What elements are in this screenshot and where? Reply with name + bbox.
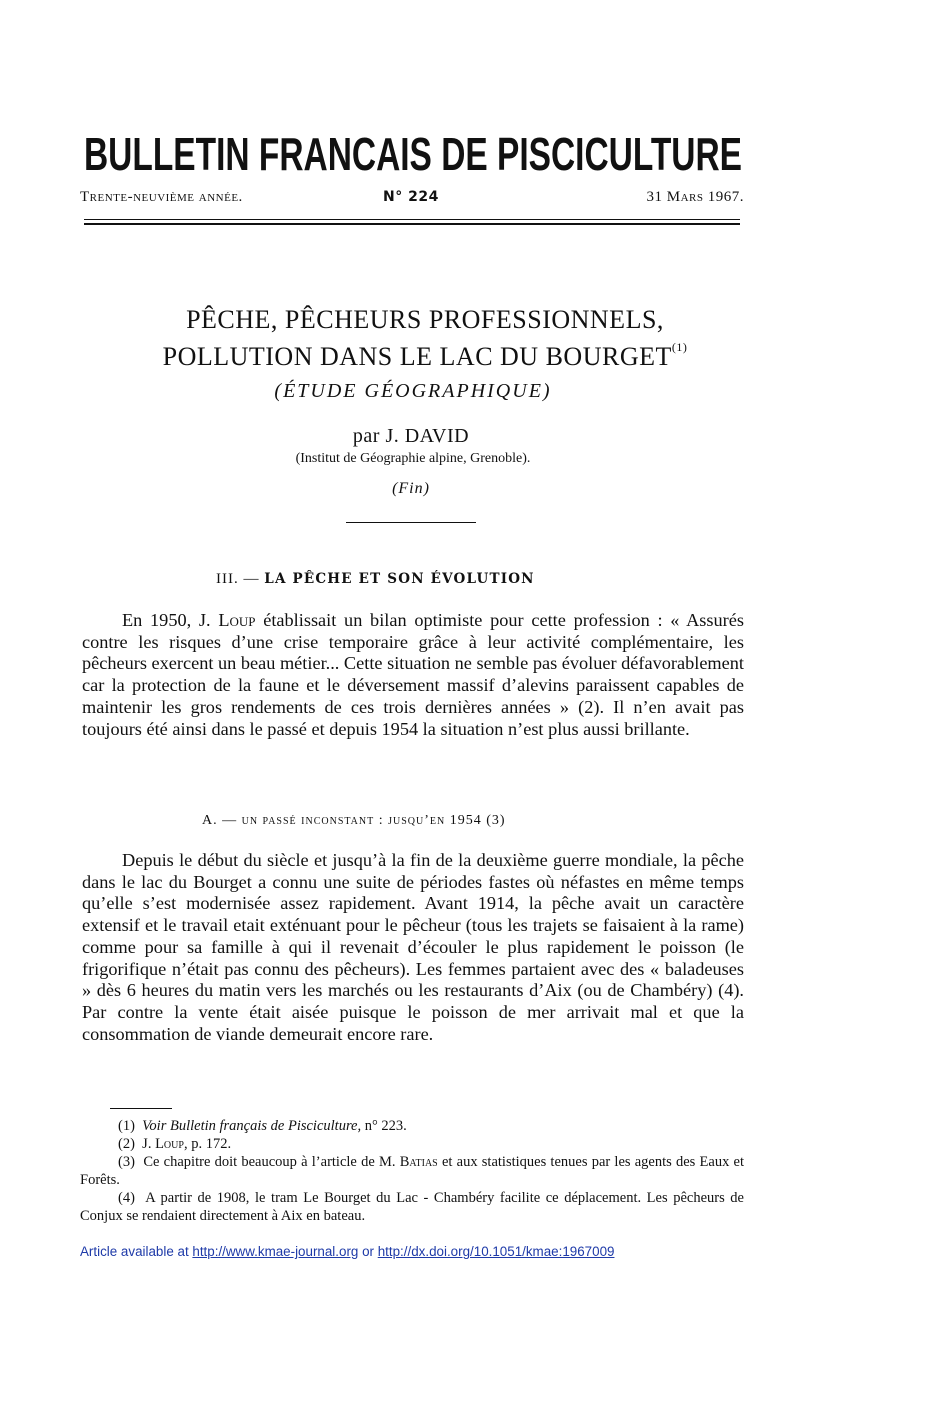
- header-rule-top: [84, 219, 740, 220]
- footnote-2-number: (2): [118, 1136, 135, 1152]
- journal-masthead: [84, 126, 744, 178]
- journal-title: BULLETIN FRANCAIS DE PISCICULTURE: [84, 128, 742, 180]
- availability-prefix: Article available at: [80, 1244, 193, 1259]
- article-title-line-1: PÊCHE, PÊCHEURS PROFESSIONNELS,: [186, 305, 664, 334]
- footnote-1-citation: Voir Bulletin français de Pisciculture,: [142, 1118, 362, 1134]
- footnotes: [80, 1117, 744, 1225]
- footnote-3-number: (3): [118, 1154, 135, 1170]
- paragraph-1-part-1: En 1950, J.: [122, 610, 219, 630]
- author-affiliation: (Institut de Géographie alpine, Grenoble).: [295, 451, 531, 466]
- footnote-2: [80, 1135, 744, 1153]
- article-subtitle: (ÉTUDE GÉOGRAPHIQUE): [274, 380, 552, 402]
- section-title: LA PÊCHE ET SON ÉVOLUTION: [264, 571, 535, 587]
- issue-date-month: Mars: [666, 189, 704, 205]
- footnote-1: [80, 1117, 744, 1135]
- publication-year-label: Trente-neuvième année.: [80, 189, 243, 205]
- footnote-1-number: (1): [118, 1118, 135, 1134]
- section-heading: [216, 571, 535, 588]
- article-byline: par J. DAVID: [352, 425, 470, 447]
- article-title-line-2: [40, 342, 810, 372]
- title-separator-rule: [346, 522, 476, 523]
- footnote-4-text: A partir de 1908, le tram Le Bourget du Lac - Chambéry facilite ce déplacement. Les pêcheurs de Conjux se rendaient directement à Aix en bateau.: [80, 1190, 744, 1224]
- journal-website-link[interactable]: http://www.kmae-journal.org: [192, 1244, 359, 1259]
- issue-date-year: 1967.: [707, 189, 744, 205]
- cited-author-loup: Loup: [218, 610, 256, 630]
- paragraph-2: Depuis le début du siècle et jusqu’à la fin de la deuxième guerre mondiale, la pêche dans le lac du Bourget a connu une suite de périodes fastes où néfastes en même temps qu’elle s’est modernisée assez rapidement. Avant 1914, la pêche avait un caractère extensif et le travail etait exténuant pour le pêcheur (tous les trajets se faisaient à la rame) comme pour sa famille à qui il revenait d’écouler le plus rapidement le poisson (le frigorifique n’était pas connu des pêcheurs). Les femmes partaient avec des « baladeuses » dès 6 heures du matin vers les marchés ou les restaurants d’Aix (ou de Chambéry) (4). Par contre la vente était aisée puisque le poisson de mer arrivait mal et que la consommation de viande demeurait encore rare.: [82, 850, 744, 1044]
- paragraph-1: [82, 610, 744, 740]
- section-number: III. —: [216, 571, 260, 587]
- issue-date-day: 31: [646, 189, 663, 205]
- subsection-heading: [202, 813, 506, 829]
- footnote-3: [80, 1153, 744, 1189]
- footnote-4: [80, 1189, 744, 1225]
- issue-date: [647, 189, 745, 206]
- footnote-3-pre: Ce chapitre doit beaucoup à l’article de M.: [143, 1154, 400, 1170]
- header-rule-bottom: [84, 223, 740, 225]
- paragraph-1-part-2: établissait un bilan optimiste pour cette profession : « Assurés contre les risques d’une crise temporaire grâce à leur activité complémentaire, les pêcheurs exercent un beau métier... Cette situation ne semble pas évoluer défavorablement car la protection de la faune et le déversement massif d’alevins paraissent capables de maintenir les gros rendements de ces trois dernières années » (2). Il n’en avait pas toujours été ainsi dans le passé et depuis 1954 la situation n’est plus aussi brillante.: [82, 610, 744, 739]
- footnote-3-author: Batias: [399, 1154, 438, 1170]
- footnote-separator-rule: [110, 1108, 172, 1109]
- footnote-2-pre: J.: [142, 1136, 156, 1152]
- footnote-4-number: (4): [118, 1190, 135, 1206]
- availability-middle: or: [358, 1244, 378, 1259]
- subsection-label: A. — un passé inconstant : jusqu’en: [202, 813, 446, 828]
- footnote-2-tail: , p. 172.: [183, 1136, 232, 1152]
- issue-meta-row: [80, 189, 744, 209]
- article-availability-line: [80, 1244, 614, 1259]
- subsection-label-tail: 1954 (3): [445, 813, 506, 828]
- footnote-2-author: Loup: [155, 1136, 184, 1152]
- footnote-1-tail: n° 223.: [361, 1118, 407, 1134]
- title-note-ref: (1): [671, 340, 688, 355]
- issue-number: N° 224: [383, 189, 439, 205]
- article-title-line-2-text: POLLUTION DANS LE LAC DU BOURGET: [162, 342, 672, 371]
- journal-title-svg: [84, 126, 744, 178]
- article-part-status: (Fin): [392, 480, 430, 497]
- footnote-3-tail: et aux statistiques tenues par les agents des Eaux et Forêts.: [80, 1154, 745, 1188]
- doi-link[interactable]: http://dx.doi.org/10.1051/kmae:1967009: [377, 1244, 615, 1259]
